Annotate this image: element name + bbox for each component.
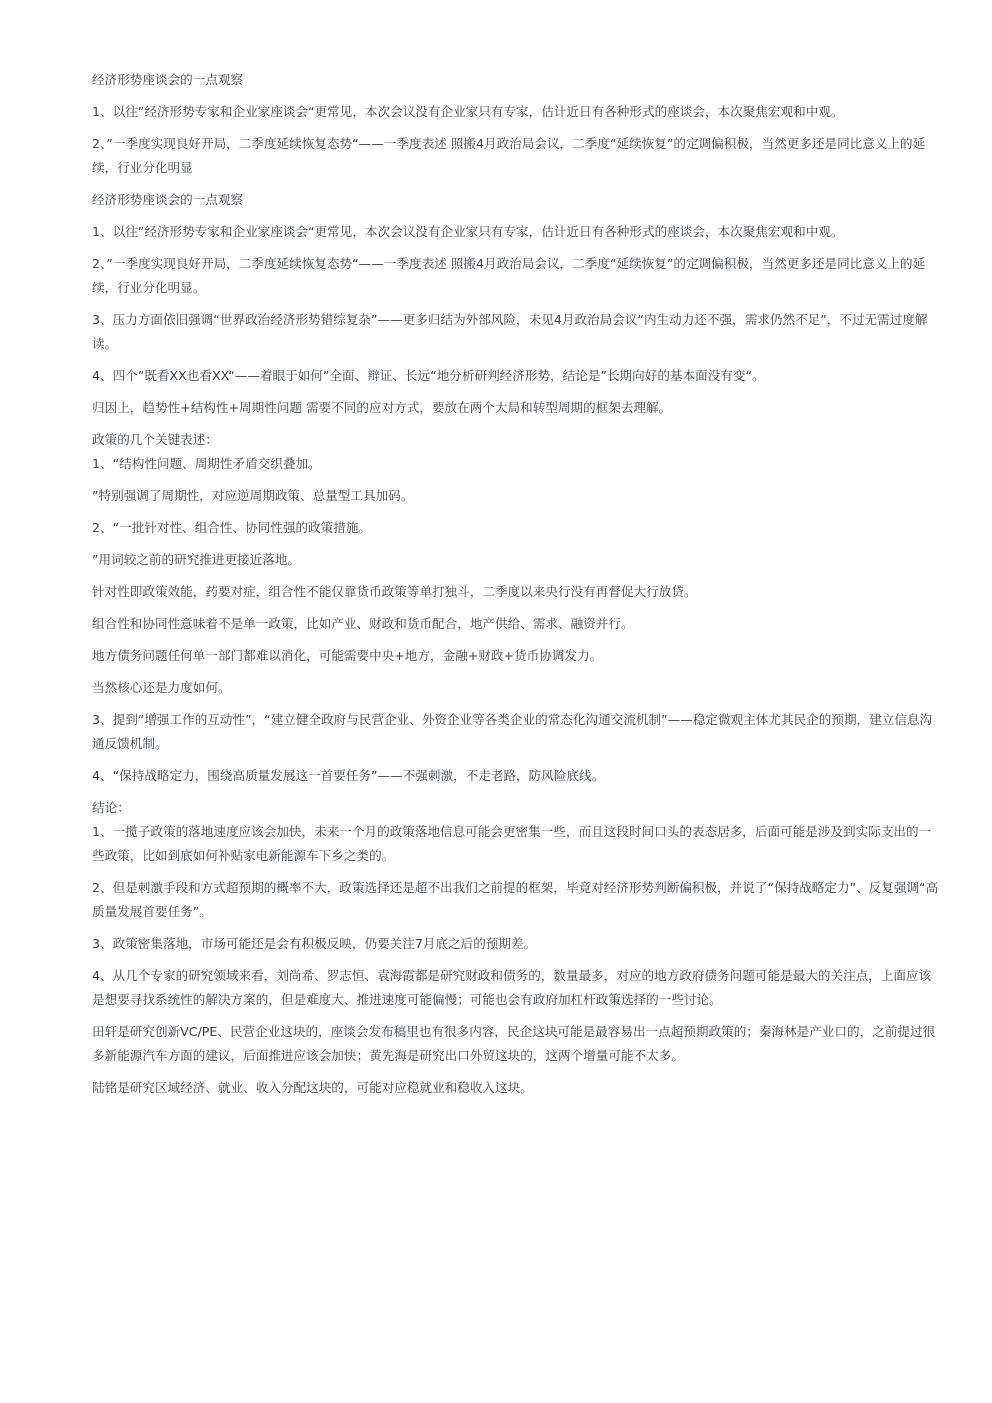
paragraph: 2、”一季度实现良好开局，二季度延续恢复态势“——一季度表述 照搬4月政治局会议，二季度“延续恢复”的定调偏积极，当然更多还是同比意义上的延续，行业分化明显。: [92, 256, 926, 295]
paragraph: 归因上，趋势性+结构性+周期性问题 需要不同的应对方式，要放在两个大局和转型周期的框架去理解。: [92, 400, 672, 415]
paragraph: 2、”一季度实现良好开局，二季度延续恢复态势“——一季度表述 照搬4月政治局会议，二季度“延续恢复”的定调偏积极，当然更多还是同比意义上的延续，行业分化明显: [92, 136, 926, 175]
paragraph: 3、压力方面依旧强调“世界政治经济形势错综复杂”——更多归结为外部风险，未见4月政治局会议“内生动力还不强，需求仍然不足”，不过无需过度解读。: [92, 312, 928, 351]
paragraph: 4、四个”既看XX也看XX“——着眼于如何”全面、辩证、长远“地分析研判经济形势，结论是”长期向好的基本面没有变“。: [92, 368, 765, 383]
paragraph: 田轩是研究创新VC/PE、民营企业这块的，座谈会发布稿里也有很多内容，民企这块可能是最容易出一点超预期政策的；秦海林是产业口的，之前提过很多新能源汽车方面的建议，后面推进应该会加快；黄先海是研究出口外贸这块的，这两个增量可能不太多。: [92, 1024, 936, 1063]
section-heading-policy: 政策的几个关键表述：: [92, 432, 218, 447]
paragraph: 4、“保持战略定力，围绕高质量发展这一首要任务”——不强刺激，不走老路，防风险底线。: [92, 768, 605, 783]
paragraph: 1、一揽子政策的落地速度应该会加快，未来一个月的政策落地信息可能会更密集一些，而且这段时间口头的表态居多，后面可能是涉及到实际支出的一些政策，比如到底如何补贴家电新能源车下乡之类的。: [92, 824, 932, 863]
paragraph: ”用词较之前的研究推进更接近落地。: [92, 552, 301, 567]
paragraph: 地方债务问题任何单一部门都难以消化，可能需要中央+地方，金融+财政+货币协调发力。: [92, 648, 603, 663]
paragraph: 2、“一批针对性、组合性、协同性强的政策措施。: [92, 520, 372, 535]
paragraph: 1、“结构性问题、周期性矛盾交织叠加。: [92, 456, 321, 471]
paragraph: 4、从几个专家的研究领域来看，刘尚希、罗志恒、袁海霞都是研究财政和债务的，数量最多，对应的地方政府债务问题可能是最大的关注点，上面应该是想要寻找系统性的解决方案的，但是难度大、推进速度可能偏慢；可能也会有政府加杠杆政策选择的一些讨论。: [92, 968, 932, 1007]
paragraph: 1、以往”经济形势专家和企业家座谈会“更常见，本次会议没有企业家只有专家，估计近日有各种形式的座谈会，本次聚焦宏观和中观。: [92, 104, 844, 119]
heading-title: 经济形势座谈会的一点观察: [92, 72, 244, 87]
heading-title-repeat: 经济形势座谈会的一点观察: [92, 192, 244, 207]
paragraph: ”特别强调了周期性，对应逆周期政策、总量型工具加码。: [92, 488, 414, 503]
section-heading-conclusion: 结论：: [92, 800, 130, 815]
paragraph: 组合性和协同性意味着不是单一政策，比如产业、财政和货币配合，地产供给、需求、融资并行。: [92, 616, 634, 631]
paragraph: 3、提到“增强工作的互动性”，“建立健全政府与民营企业、外资企业等各类企业的常态化沟通交流机制”——稳定微观主体尤其民企的预期，建立信息沟通反馈机制。: [92, 712, 933, 751]
paragraph: 针对性即政策效能，药要对症，组合性不能仅靠货币政策等单打独斗，二季度以来央行没有再督促大行放贷。: [92, 584, 697, 599]
paragraph: 陆铭是研究区域经济、就业、收入分配这块的，可能对应稳就业和稳收入这块。: [92, 1080, 533, 1095]
document-body: [92, 68, 940, 1108]
paragraph: 1、以往”经济形势专家和企业家座谈会“更常见，本次会议没有企业家只有专家，估计近日有各种形式的座谈会，本次聚焦宏观和中观。: [92, 224, 844, 239]
paragraph: 3、政策密集落地，市场可能还是会有积极反映，仍要关注7月底之后的预期差。: [92, 936, 537, 951]
paragraph: 2、但是刺激手段和方式超预期的概率不大，政策选择还是超不出我们之前提的框架，毕竟对经济形势判断偏积极，并说了“保持战略定力”、反复强调“高质量发展首要任务”。: [92, 880, 939, 919]
paragraph: 当然核心还是力度如何。: [92, 680, 231, 695]
